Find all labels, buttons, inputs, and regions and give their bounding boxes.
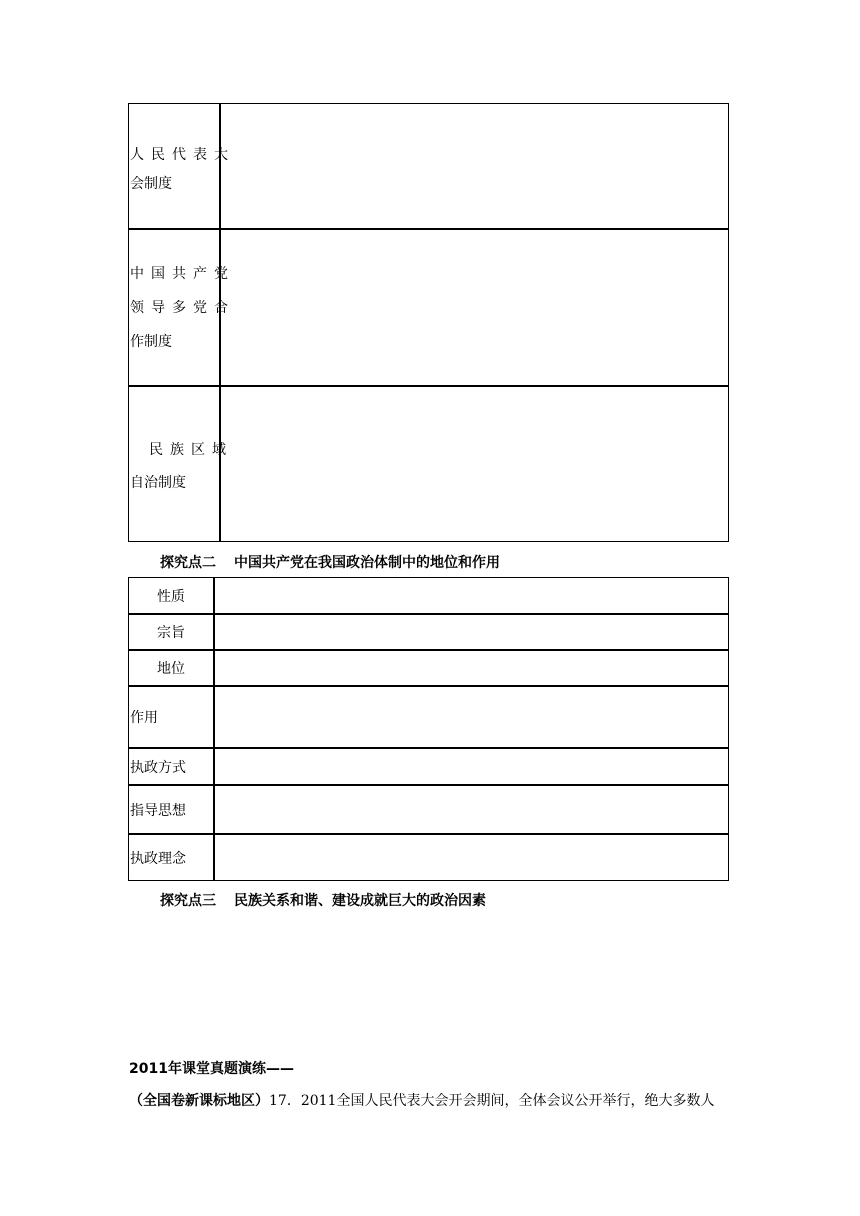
table-row-ethnic-autonomy <box>129 385 728 541</box>
row-label-line: 人民代表大 <box>130 147 235 163</box>
row-label: 作用 <box>130 710 158 726</box>
answer-cell[interactable] <box>215 615 728 649</box>
row-label: 执政方式 <box>130 759 186 776</box>
row-label-cell <box>129 615 215 649</box>
answer-cell[interactable] <box>221 387 728 541</box>
row-label-cell <box>129 104 235 228</box>
political-system-table <box>128 103 729 542</box>
row-label-cell <box>129 786 215 833</box>
row-label-line: 中国共产党 <box>130 266 235 282</box>
table-row <box>129 747 728 784</box>
practice-heading: 2011年课堂真题演练—— <box>129 1061 294 1077</box>
row-label-line: 领导多党合 <box>130 300 235 316</box>
answer-cell[interactable] <box>215 687 728 747</box>
row-label-line: 自治制度 <box>130 475 186 491</box>
row-label-cell <box>129 230 235 385</box>
answer-cell[interactable] <box>215 578 728 613</box>
answer-cell[interactable] <box>215 786 728 833</box>
row-label: 宗旨 <box>157 625 185 641</box>
table-row <box>129 578 728 613</box>
section-number: 探究点三 <box>160 893 216 909</box>
table-row <box>129 833 728 880</box>
table-row-npc-system <box>129 104 728 228</box>
row-label: 地位 <box>157 661 185 677</box>
table-row <box>129 685 728 747</box>
answer-cell[interactable] <box>215 651 728 685</box>
answer-cell[interactable] <box>221 104 728 228</box>
row-label-cell <box>129 651 215 685</box>
table-row <box>129 613 728 649</box>
section-title: 中国共产党在我国政治体制中的地位和作用 <box>234 555 500 571</box>
row-label-line: 民族区域 <box>149 442 233 458</box>
row-label: 执政理念 <box>130 850 186 867</box>
answer-cell[interactable] <box>215 835 728 880</box>
row-label-line: 会制度 <box>130 176 172 192</box>
row-label-line: 作制度 <box>130 334 172 350</box>
row-label: 性质 <box>157 588 185 605</box>
row-label-cell <box>129 387 233 541</box>
cpc-role-table <box>128 577 729 881</box>
table-row-cpc-multiparty <box>129 228 728 385</box>
row-label-cell <box>129 578 215 613</box>
section-number: 探究点二 <box>160 555 216 571</box>
row-label: 指导思想 <box>130 802 186 819</box>
question-source: （全国卷新课标地区） <box>129 1093 269 1109</box>
section-heading <box>160 890 486 910</box>
question-line <box>129 1090 714 1110</box>
row-label-cell <box>129 835 215 880</box>
table-row <box>129 649 728 685</box>
row-label-cell <box>129 749 215 784</box>
question-text: 17．2011全国人民代表大会开会期间，全体会议公开举行，绝大多数人 <box>269 1093 715 1109</box>
section-heading <box>160 552 500 572</box>
section-title: 民族关系和谐、建设成就巨大的政治因素 <box>234 893 486 909</box>
row-label-cell <box>129 687 215 747</box>
answer-cell[interactable] <box>215 749 728 784</box>
table-row <box>129 784 728 833</box>
answer-cell[interactable] <box>221 230 728 385</box>
